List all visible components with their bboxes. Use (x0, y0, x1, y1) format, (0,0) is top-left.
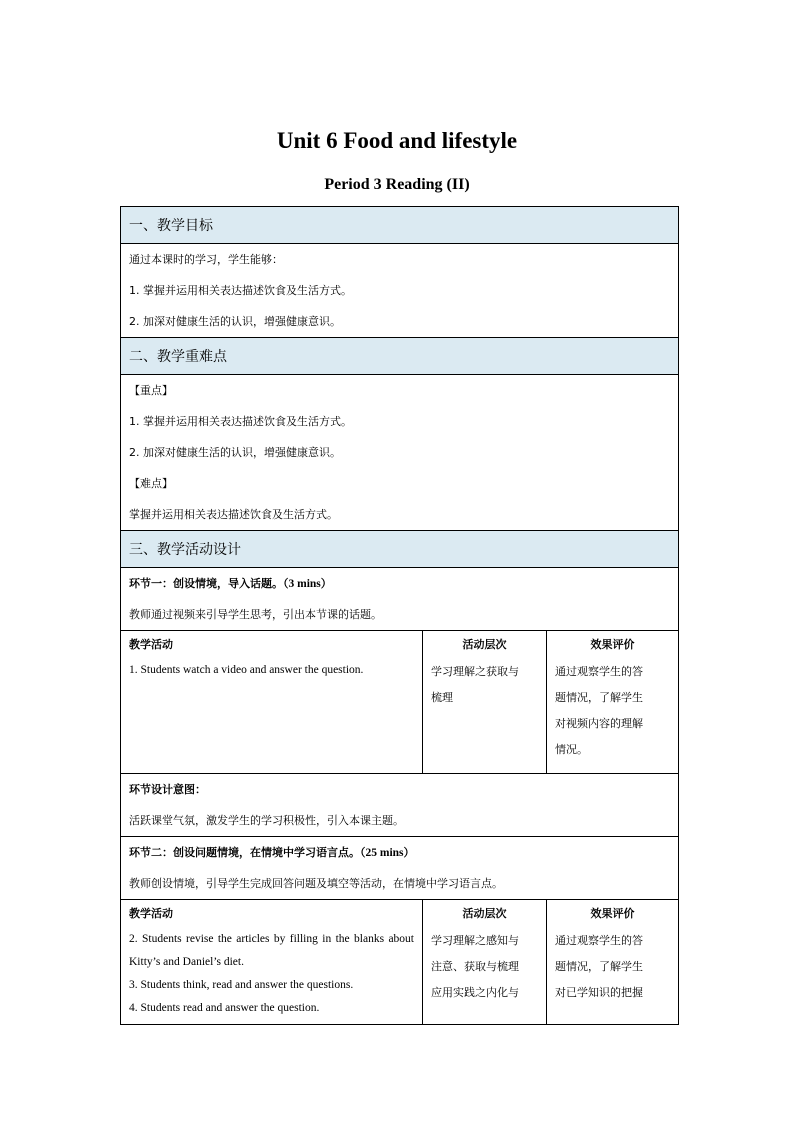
activity-item: 4. Students read and answer the question. (129, 1002, 320, 1014)
stage2-level-cell (423, 900, 547, 1025)
intent-label: 环节设计意图： (129, 783, 206, 796)
eval-line: 通过观察学生的答 (555, 665, 643, 678)
eval-line: 题情况，了解学生 (555, 691, 643, 704)
eval-line: 题情况，了解学生 (555, 960, 643, 973)
level-line: 学习理解之获取与 (431, 665, 519, 678)
stage1-level-cell (423, 631, 547, 774)
stage2-eval-cell (547, 900, 679, 1025)
page-subtitle: Period 3 Reading (II) (324, 176, 470, 193)
page-title: Unit 6 Food and lifestyle (276, 128, 518, 153)
stage1-activity-cell (121, 631, 423, 774)
activity-item: 3. Students think, read and answer the questions. (129, 979, 354, 991)
difficult-label: 【难点】 (129, 477, 173, 490)
section-heading-objectives: 一、教学目标 (121, 207, 679, 244)
objective-item: 2. 加深对健康生活的认识，增强健康意识。 (129, 315, 341, 328)
stage1-description: 教师通过视频来引导学生思考，引出本节课的话题。 (129, 608, 382, 621)
section-heading-activities: 三、教学活动设计 (121, 531, 679, 568)
level-line: 注意、获取与梳理 (431, 960, 519, 973)
col-level-label: 活动层次 (462, 638, 507, 651)
lesson-plan-table (120, 206, 679, 1025)
key-item: 1. 掌握并运用相关表达描述饮食及生活方式。 (129, 415, 352, 428)
eval-line: 对视频内容的理解 (555, 717, 643, 730)
stage2-activity-cell (121, 900, 423, 1025)
eval-line: 情况。 (555, 743, 588, 756)
difficult-item: 掌握并运用相关表达描述饮食及生活方式。 (129, 508, 338, 521)
stage1-header-cell (121, 568, 679, 631)
eval-line: 对已学知识的把握 (555, 986, 643, 999)
stage2-description: 教师创设情境，引导学生完成回答问题及填空等活动，在情境中学习语言点。 (129, 877, 503, 890)
key-item: 2. 加深对健康生活的认识，增强健康意识。 (129, 446, 341, 459)
col-level-label: 活动层次 (462, 907, 507, 920)
activity-item: 2. Students revise the articles by filling in the blanks about Kitty’s and Daniel’s diet. (129, 933, 414, 968)
key-points-cell (121, 375, 679, 531)
stage1-intent-cell (121, 774, 679, 837)
objective-item: 1. 掌握并运用相关表达描述饮食及生活方式。 (129, 284, 352, 297)
stage1-title: 环节一：创设情境，导入话题。（3 mins） (129, 577, 332, 590)
key-label: 【重点】 (129, 384, 173, 397)
col-activity-label: 教学活动 (129, 907, 173, 920)
level-line: 应用实践之内化与 (431, 986, 519, 999)
level-line: 学习理解之感知与 (431, 934, 519, 947)
objectives-intro: 通过本课时的学习，学生能够： (129, 253, 283, 266)
level-line: 梳理 (431, 691, 453, 704)
intent-text: 活跃课堂气氛，激发学生的学习积极性，引入本课主题。 (129, 814, 404, 827)
col-activity-label: 教学活动 (129, 638, 173, 651)
stage1-eval-cell (547, 631, 679, 774)
col-eval-label: 效果评价 (590, 907, 635, 920)
activity-item: 1. Students watch a video and answer the question. (129, 664, 364, 676)
eval-line: 通过观察学生的答 (555, 934, 643, 947)
col-eval-label: 效果评价 (590, 638, 635, 651)
objectives-cell (121, 244, 679, 338)
stage2-header-cell (121, 837, 679, 900)
stage2-title: 环节二：创设问题情境，在情境中学习语言点。（25 mins） (129, 846, 415, 859)
section-heading-key-points: 二、教学重难点 (121, 338, 679, 375)
